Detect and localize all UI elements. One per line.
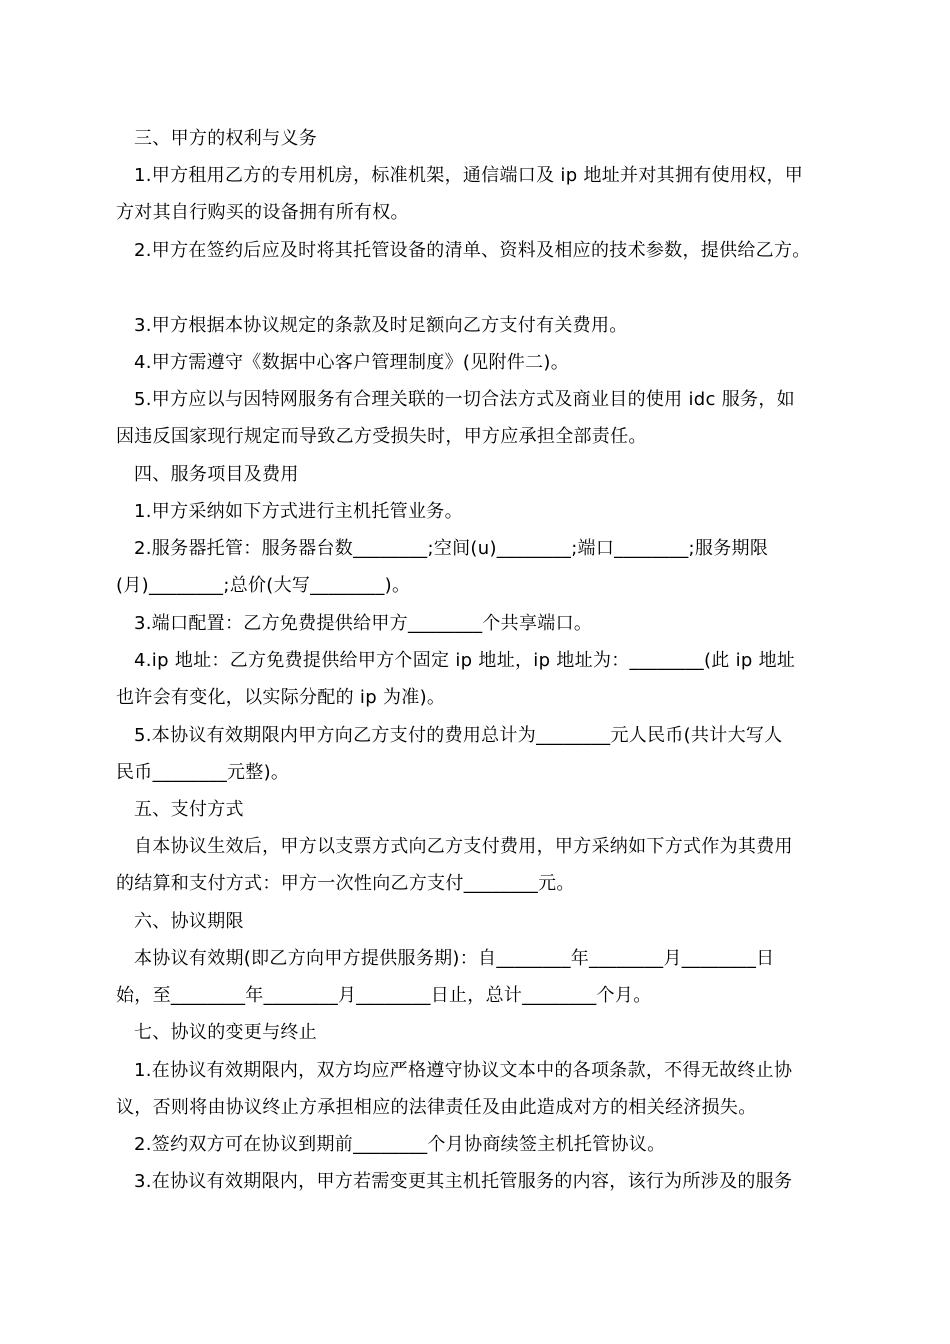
paragraph-line: 的结算和支付方式：甲方一次性向乙方支付________元。 xyxy=(116,873,575,894)
section-heading-4: 四、服务项目及费用 xyxy=(134,464,299,485)
paragraph-line: 因违反国家现行规定而导致乙方受损失时，甲方应承担全部责任。 xyxy=(116,426,647,447)
paragraph-line: 5.甲方应以与因特网服务有合理关联的一切合法方式及商业目的使用 idc 服务，如 xyxy=(134,389,795,410)
paragraph-line: 1.甲方采纳如下方式进行主机托管业务。 xyxy=(134,501,463,522)
paragraph-line: 议，否则将由协议终止方承担相应的法律责任及由此造成对方的相关经济损失。 xyxy=(116,1097,757,1118)
section-heading-3: 三、甲方的权利与义务 xyxy=(134,128,317,149)
paragraph-line: 2.签约双方可在协议到期前________个月协商续签主机托管协议。 xyxy=(134,1134,666,1155)
paragraph-line: 本协议有效期(即乙方向甲方提供服务期)：自________年________月________日 xyxy=(134,948,775,969)
section-heading-6: 六、协议期限 xyxy=(134,911,244,932)
section-heading-5: 五、支付方式 xyxy=(134,799,244,820)
paragraph-line: 3.甲方根据本协议规定的条款及时足额向乙方支付有关费用。 xyxy=(134,315,628,336)
paragraph-line: 自本协议生效后，甲方以支票方式向乙方支付费用，甲方采纳如下方式作为其费用 xyxy=(134,836,793,857)
paragraph-line: 民币________元整)。 xyxy=(116,762,290,783)
paragraph-line: 3.端口配置：乙方免费提供给甲方________个共享端口。 xyxy=(134,613,593,634)
paragraph-line: 也许会有变化，以实际分配的 ip 为准)。 xyxy=(116,687,446,708)
paragraph-line: 1.在协议有效期限内，双方均应严格遵守协议文本中的各项条款，不得无故终止协 xyxy=(134,1060,793,1081)
paragraph-line: 3.在协议有效期限内，甲方若需变更其主机托管服务的内容，该行为所涉及的服务 xyxy=(134,1171,793,1192)
section-heading-7: 七、协议的变更与终止 xyxy=(134,1022,317,1043)
paragraph-line: 方对其自行购买的设备拥有所有权。 xyxy=(116,202,409,223)
paragraph-line: 5.本协议有效期限内甲方向乙方支付的费用总计为________元人民币(共计大写人 xyxy=(134,725,783,746)
paragraph-line: 2.甲方在签约后应及时将其托管设备的清单、资料及相应的技术参数，提供给乙方。 xyxy=(134,240,811,261)
paragraph-line: 1.甲方租用乙方的专用机房，标准机架，通信端口及 ip 地址并对其拥有使用权，甲 xyxy=(134,165,804,186)
paragraph-line: 4.ip 地址：乙方免费提供给甲方个固定 ip 地址，ip 地址为：________(此 ip 地址 xyxy=(134,650,796,671)
paragraph-line: (月)________;总价(大写________)。 xyxy=(116,575,411,596)
paragraph-line: 4.甲方需遵守《数据中心客户管理制度》(见附件二)。 xyxy=(134,352,570,373)
paragraph-line: 2.服务器托管：服务器台数________;空间(u)________;端口________;服务期限 xyxy=(134,538,769,559)
paragraph-line: 始，至________年________月________日止，总计________个月。 xyxy=(116,985,652,1006)
